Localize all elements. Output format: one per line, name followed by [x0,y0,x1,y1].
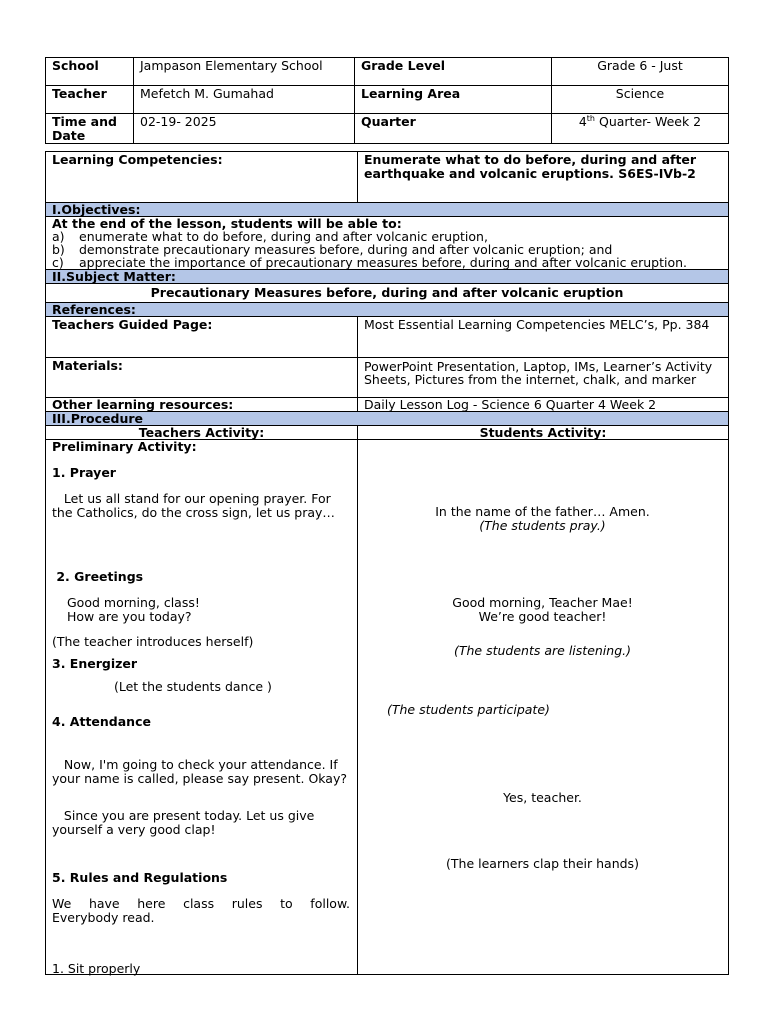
procedure-heading: III.Procedure [46,412,729,426]
attendance-title: 4. Attendance [52,714,151,729]
materials-value: PowerPoint Presentation, Laptop, IMs, Learner’s Activity Sheets, Pictures from the internet, chalk, and marker [358,358,729,398]
clap-response: (The learners clap their hands) [446,856,639,871]
school-value: Jampason Elementary School [134,58,355,86]
teachers-activity-heading: Teachers Activity: [46,426,358,440]
quarter-value [552,114,729,144]
school-label: School [46,58,134,86]
students-activity-heading: Students Activity: [358,426,729,440]
subject-matter-title: Precautionary Measures before, during and after volcanic eruption [46,284,729,303]
objective-item [52,256,722,269]
guide-row [46,317,729,358]
teacher-introduces-text: (The teacher introduces herself) [52,634,254,649]
competencies-row [46,152,729,203]
greeting-response-1: Good morning, Teacher Mae! [452,595,633,610]
other-resources-value: Daily Lesson Log - Science 6 Quarter 4 Week 2 [358,398,729,412]
other-resources-row [46,398,729,412]
grade-level-value: Grade 6 - Just [552,58,729,86]
objectives-heading: I.Objectives: [46,203,729,217]
other-resources-label: Other learning resources: [46,398,358,412]
subject-matter-heading: II.Subject Matter: [46,270,729,284]
objectives-section [46,217,729,270]
school-row [46,58,729,86]
prayer-text: Let us all stand for our opening prayer. For the Catholics, do the cross sign, let us pray… [52,491,335,520]
objective-marker: c) [52,255,64,270]
greeting-response-2: We’re good teacher! [478,609,607,624]
greeting-line-1: Good morning, class! [67,595,200,610]
objective-text: demonstrate precautionary measures before, during and after volcanic eruption; and [79,242,613,257]
time-row [46,114,729,144]
listening-response: (The students are listening.) [454,643,631,658]
quarter-label: Quarter [355,114,552,144]
competencies-label: Learning Competencies: [46,152,358,203]
competencies-value: Enumerate what to do before, during and after earthquake and volcanic eruptions. S6ES-IVb-2 [358,152,729,203]
attendance-text: Now, I'm going to check your attendance. If your name is called, please say present. Okay? [52,757,348,786]
prayer-response-note: (The students pray.) [479,518,606,533]
attendance-response: Yes, teacher. [503,790,582,805]
activity-row [46,440,729,975]
rules-title: 5. Rules and Regulations [52,870,228,885]
prayer-response: In the name of the father… Amen. [435,504,650,519]
students-activity-column [358,440,729,975]
references-heading: References: [46,303,729,317]
header-table [45,57,729,144]
objective-marker: b) [52,242,65,257]
materials-label: Materials: [46,358,358,398]
teacher-row [46,86,729,114]
rules-text-line-2: Everybody read. [52,910,155,925]
greeting-line-2: How are you today? [67,609,192,624]
objective-marker: a) [52,229,65,244]
prayer-title: 1. Prayer [52,465,116,480]
objectives-list [52,230,722,269]
time-date-label: Time and Date [46,114,134,144]
teacher-value: Mefetch M. Gumahad [134,86,355,114]
preliminary-activity-title: Preliminary Activity: [52,439,197,454]
objective-text: appreciate the importance of precautionary measures before, during and after volcanic eruption. [79,255,688,270]
quarter-suffix: th [586,114,596,123]
activity-headings-row [46,426,729,440]
teacher-label: Teacher [46,86,134,114]
guide-label: Teachers Guided Page: [46,317,358,358]
rule-item: 1. Sit properly [52,961,141,976]
materials-row [46,358,729,398]
energizer-title: 3. Energizer [52,656,138,671]
lesson-plan-table [45,151,729,975]
clap-text: Since you are present today. Let us give yourself a very good clap! [52,808,319,837]
time-date-value: 02-19- 2025 [134,114,355,144]
objectives-intro: At the end of the lesson, students will be able to: [52,216,402,231]
energizer-text: (Let the students dance ) [114,679,272,694]
objective-text: enumerate what to do before, during and after volcanic eruption, [79,229,488,244]
grade-level-label: Grade Level [355,58,552,86]
quarter-number: 4 [578,114,587,130]
participate-response: (The students participate) [387,702,550,717]
teachers-activity-column [46,440,358,975]
greetings-title: 2. Greetings [52,569,144,584]
learning-area-label: Learning Area [355,86,552,114]
learning-area-value: Science [552,86,729,114]
guide-value: Most Essential Learning Competencies MELC’s, Pp. 384 [358,317,729,358]
rules-text-line-1: We have here class rules to follow. [52,896,350,911]
quarter-rest: Quarter- Week 2 [595,114,702,130]
